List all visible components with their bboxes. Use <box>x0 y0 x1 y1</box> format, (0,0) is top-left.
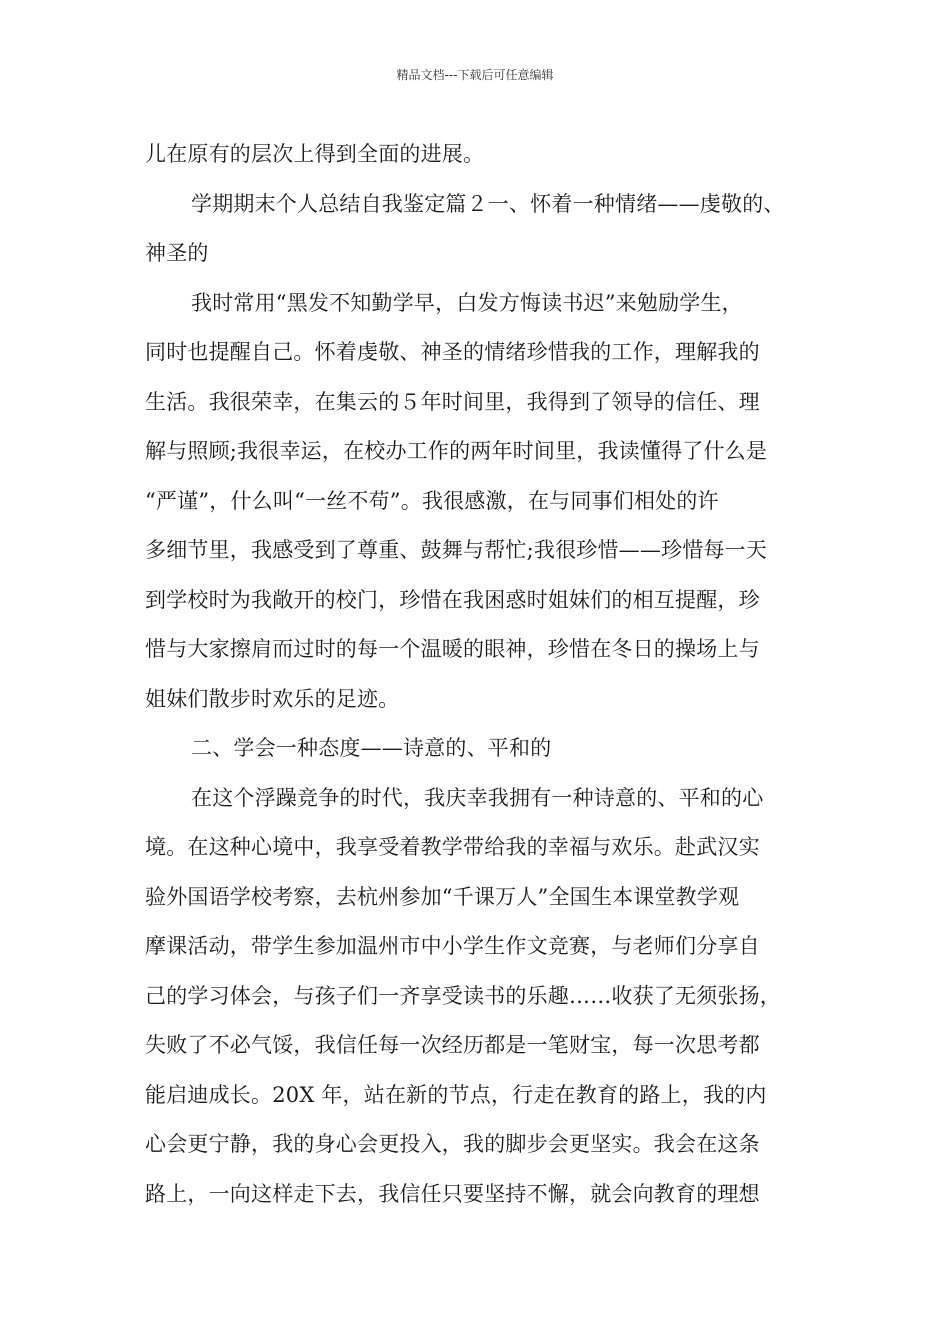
text-line: 己的学习体会，与孩子们一齐享受读书的乐趣……收获了无须张扬， <box>145 983 781 1008</box>
text-line: 二、学会一种态度——诗意的、平和的 <box>191 736 552 760</box>
text-line: “严谨”，什么叫“一丝不苟”。我很感激，在与同事们相处的许 <box>145 488 719 513</box>
text-line: 摩课活动，带学生参加温州市中小学生作文竞赛，与老师们分享自 <box>145 934 760 958</box>
text-line: 学期期末个人总结自我鉴定篇２一、怀着一种情绪——虔敬的、 <box>191 191 785 216</box>
text-line: 我时常用“黑发不知勤学早，白发方悔读书迟”来勉励学生， <box>191 290 743 315</box>
text-line: 生活。我很荣幸，在集云的５年时间里，我得到了领导的信任、理 <box>145 389 760 414</box>
page-header: 精品文档---下载后可任意编辑 <box>396 68 554 82</box>
text-line: 路上，一向这样走下去，我信任只要坚持不懈，就会向教育的理想 <box>145 1181 760 1206</box>
text-line: 境。在这种心境中，我享受着教学带给我的幸福与欢乐。赴武汉实 <box>145 835 760 859</box>
text-line: 惜与大家擦肩而过时的每一个温暖的眼神，珍惜在冬日的操场上与 <box>145 637 760 661</box>
text-line: 神圣的 <box>145 241 209 265</box>
text-line: 失败了不必气馁，我信任每一次经历都是一笔财宝，每一次思考都 <box>145 1033 760 1057</box>
text-line: 同时也提醒自己。怀着虔敬、神圣的情绪珍惜我的工作，理解我的 <box>145 340 760 364</box>
document-body <box>145 130 810 1219</box>
text-line: 姐妹们散步时欢乐的足迹。 <box>145 686 400 711</box>
text-line: 多细节里，我感受到了尊重、鼓舞与帮忙;我很珍惜——珍惜每一天 <box>145 538 768 562</box>
text-line: 能启迪成长。20X 年，站在新的节点，行走在教育的路上，我的内 <box>145 1082 767 1107</box>
text-line: 心会更宁静，我的身心会更投入，我的脚步会更坚实。我会在这条 <box>145 1132 760 1156</box>
text-line: 儿在原有的层次上得到全面的进展。 <box>145 142 485 166</box>
text-line: 解与照顾;我很幸运，在校办工作的两年时间里，我读懂得了什么是 <box>145 439 768 463</box>
text-line: 到学校时为我敞开的校门，珍惜在我困惑时姐妹们的相互提醒，珍 <box>145 587 760 612</box>
text-line: 在这个浮躁竞争的时代，我庆幸我拥有一种诗意的、平和的心 <box>191 785 764 810</box>
text-line: 验外国语学校考察，去杭州参加“千课万人”全国生本课堂教学观 <box>145 884 740 909</box>
